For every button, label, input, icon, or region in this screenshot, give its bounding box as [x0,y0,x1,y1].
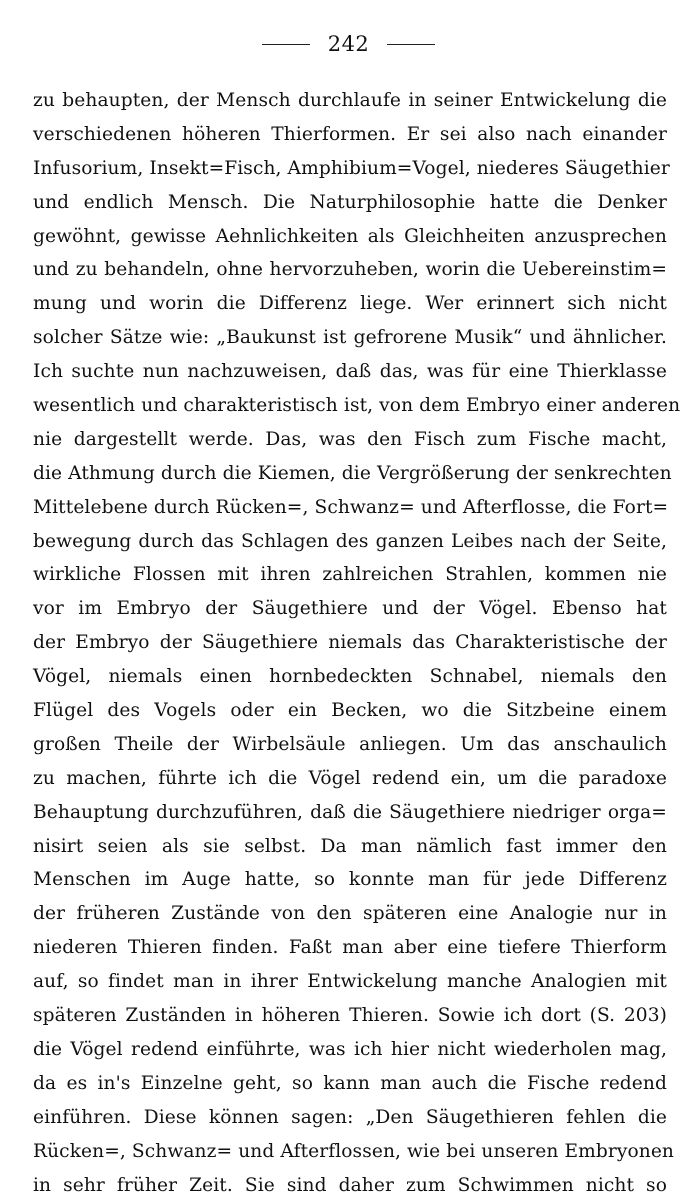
header-rule-right [387,44,435,45]
text-line: und endlich Mensch. Die Naturphilosophie hatte die Denker [33,186,667,220]
text-line: auf, so findet man in ihrer Entwickelung manche Analogien mit [33,965,667,999]
text-line: Ich suchte nun nachzuweisen, daß das, was für eine Thierklasse [33,355,667,389]
text-line: Flügel des Vogels oder ein Becken, wo die Sitzbeine einem [33,694,667,728]
text-line: nisirt seien als sie selbst. Da man nämlich fast immer den [33,830,667,864]
text-line: in sehr früher Zeit. Sie sind daher zum Schwimmen nicht so [33,1169,667,1202]
text-line: Mittelebene durch Rücken=, Schwanz= und Afterflosse, die Fort= [33,491,667,525]
page-header [0,30,697,58]
text-line: bewegung durch das Schlagen des ganzen Leibes nach der Seite, [33,525,667,559]
text-line: Infusorium, Insekt=Fisch, Amphibium=Vogel, niederes Säugethier [33,152,667,186]
text-line: der früheren Zustände von den späteren eine Analogie nur in [33,897,667,931]
text-line: der Embryo der Säugethiere niemals das Charakteristische der [33,626,667,660]
page-number: 242 [328,34,370,55]
text-line: Vögel, niemals einen hornbedeckten Schnabel, niemals den [33,660,667,694]
text-line: Rücken=, Schwanz= und Afterflossen, wie bei unseren Embryonen [33,1135,667,1169]
text-line: zu machen, führte ich die Vögel redend ein, um die paradoxe [33,762,667,796]
text-line: die Athmung durch die Kiemen, die Vergrößerung der senkrechten [33,457,667,491]
text-line: nie dargestellt werde. Das, was den Fisch zum Fische macht, [33,423,667,457]
text-line: einführen. Diese können sagen: „Den Säugethieren fehlen die [33,1101,667,1135]
text-line: da es in's Einzelne geht, so kann man auch die Fische redend [33,1067,667,1101]
text-line: niederen Thieren finden. Faßt man aber eine tiefere Thierform [33,931,667,965]
header-rule-left [262,44,310,45]
text-line: wesentlich und charakteristisch ist, von dem Embryo einer anderen [33,389,667,423]
text-line: wirkliche Flossen mit ihren zahlreichen Strahlen, kommen nie [33,558,667,592]
text-line: die Vögel redend einführte, was ich hier nicht wiederholen mag, [33,1033,667,1067]
text-line: zu behaupten, der Mensch durchlaufe in seiner Entwickelung die [33,84,667,118]
text-line: und zu behandeln, ohne hervorzuheben, worin die Uebereinstim= [33,253,667,287]
text-line: großen Theile der Wirbelsäule anliegen. Um das anschaulich [33,728,667,762]
text-line: späteren Zuständen in höheren Thieren. Sowie ich dort (S. 203) [33,999,667,1033]
body-text [33,84,667,1202]
text-line: solcher Sätze wie: „Baukunst ist gefrorene Musik“ und ähnlicher. [33,321,667,355]
text-line: gewöhnt, gewisse Aehnlichkeiten als Gleichheiten anzusprechen [33,220,667,254]
text-line: verschiedenen höheren Thierformen. Er sei also nach einander [33,118,667,152]
text-line: Menschen im Auge hatte, so konnte man für jede Differenz [33,863,667,897]
text-line: vor im Embryo der Säugethiere und der Vögel. Ebenso hat [33,592,667,626]
text-line: Behauptung durchzuführen, daß die Säugethiere niedriger orga= [33,796,667,830]
text-line: mung und worin die Differenz liege. Wer erinnert sich nicht [33,287,667,321]
